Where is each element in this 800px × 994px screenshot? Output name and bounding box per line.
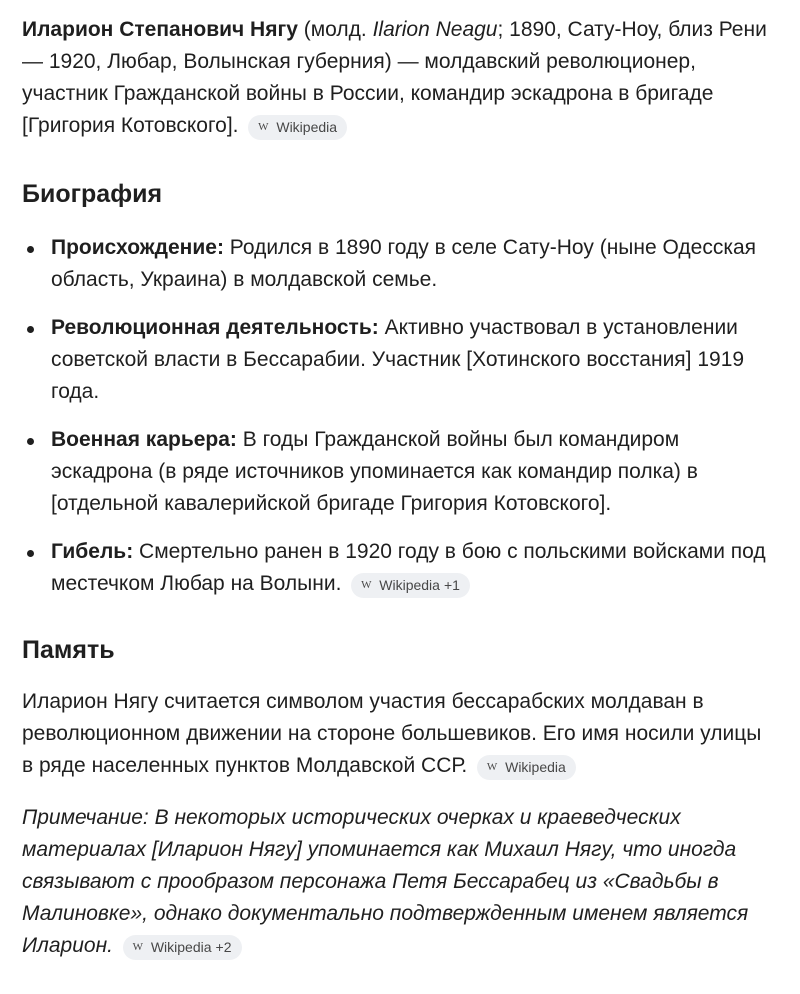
source-chip-note[interactable] [123, 935, 242, 960]
list-item [22, 536, 778, 600]
list-item-text: Смертельно ранен в 1920 году в бою с польскими войсками под местечком Любар на Волыни. [51, 540, 766, 595]
list-item-label: Военная карьера: [51, 428, 237, 451]
memory-paragraph [22, 686, 778, 782]
list-item-label: Революционная деятельность: [51, 316, 379, 339]
source-chip-death[interactable] [351, 573, 470, 598]
list-item [22, 312, 778, 408]
intro-text-part-1: (молд. [297, 18, 373, 41]
source-chip-label: Wikipedia [379, 576, 440, 593]
source-chip-label: Wikipedia [276, 118, 338, 135]
person-name: Иларион Степанович Нягу [22, 18, 298, 41]
list-item-label: Гибель: [51, 540, 134, 563]
source-chip-memory[interactable] [477, 755, 576, 780]
list-item-text: Активно участвовал в установлении советской власти в Бессарабии. Участник [Хотинского восстания] 1919 года. [51, 316, 745, 403]
list-item-label: Происхождение: [51, 236, 224, 259]
source-chip-label: Wikipedia [505, 758, 566, 775]
intro-paragraph [22, 14, 778, 142]
wikipedia-icon: W [361, 579, 372, 591]
section-heading-memory: Память [22, 636, 115, 664]
source-chip-intro[interactable] [248, 115, 347, 140]
section-heading-biography: Биография [22, 180, 163, 208]
list-item-text: В годы Гражданской войны был командиром эскадрона (в ряде источников упоминается как командир полка) в [отдельной кавалерийской бригаде Григория Котовского]. [51, 428, 698, 515]
wikipedia-icon: W [132, 941, 144, 953]
intro-text-part-2: ; 1890, Сату-Ноу, близ Рени — 1920, Любар, Волынская губерния) — молдавский революционер, участник Гражданской войны в России, командир эскадрона в бригаде [Григория Котовского]. [22, 18, 767, 137]
note-paragraph [22, 802, 778, 962]
wikipedia-icon: W [486, 761, 498, 773]
source-chip-label: Wikipedia [150, 938, 212, 955]
source-chip-count: +2 [215, 938, 232, 955]
list-item [22, 424, 778, 520]
memory-text: Иларион Нягу считается символом участия бессарабских молдаван в революционном движении на стороне большевиков. Его имя носили улицы в ряде населенных пунктов Молдавской ССР. [22, 690, 762, 777]
biography-list [22, 232, 778, 600]
list-item-text: Родился в 1890 году в селе Сату-Ноу (ныне Одесская область, Украина) в молдавской семье. [51, 236, 757, 291]
wikipedia-icon: W [258, 121, 269, 133]
latin-name: Ilarion Neagu [372, 18, 498, 41]
list-item [22, 232, 778, 296]
source-chip-count: +1 [443, 576, 460, 593]
note-text: Примечание: В некоторых исторических очерках и краеведческих материалах [Иларион Нягу] упоминается как Михаил Нягу, что иногда связывают с прообразом персонажа Петя Бессарабец из «Свадьбы в Малиновке», однако документально подтвержденным именем является Иларион. [22, 806, 749, 957]
